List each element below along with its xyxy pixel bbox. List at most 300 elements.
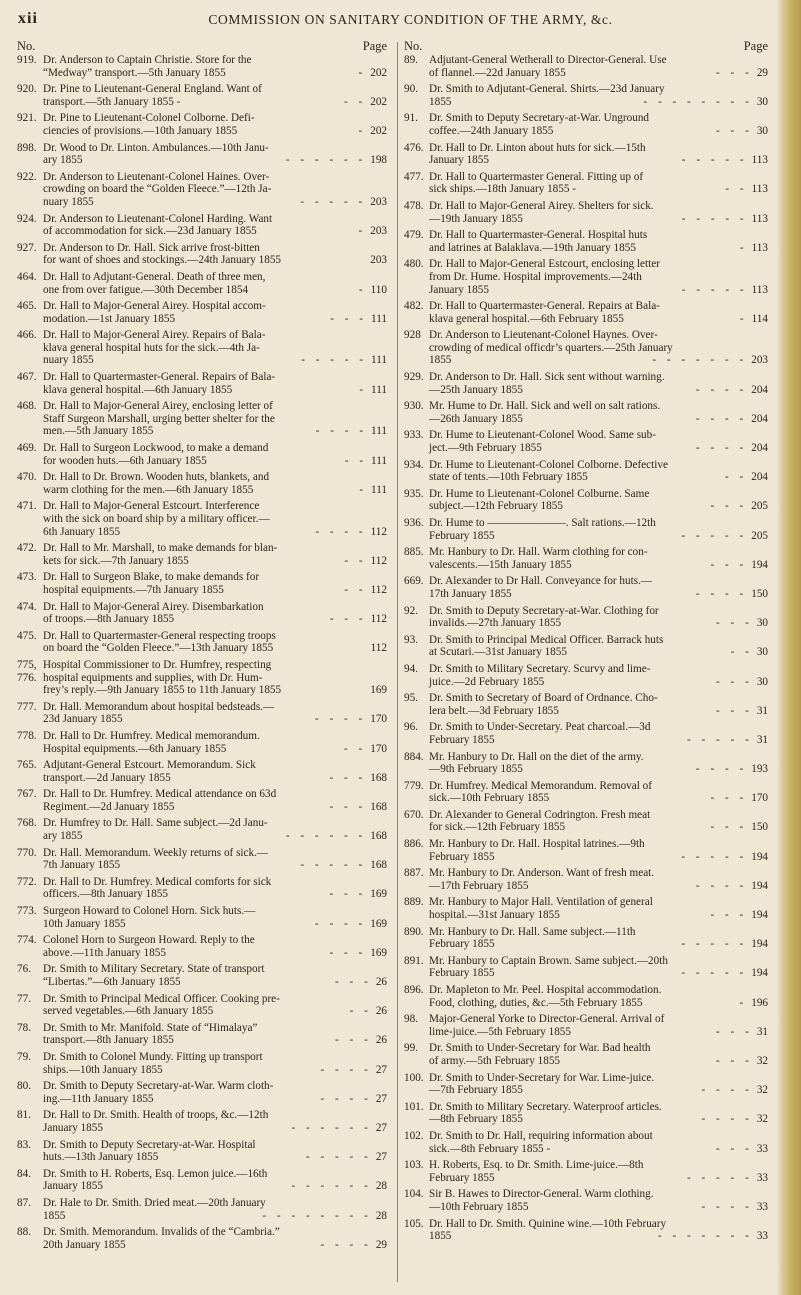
entry-number: 669.	[404, 575, 424, 588]
leader-dashes: - - - - - -	[285, 154, 367, 167]
index-entry	[17, 1080, 387, 1105]
leader-dashes: - - - - - -	[285, 830, 367, 843]
entry-number: 887.	[404, 867, 424, 880]
entry-description	[429, 429, 768, 454]
entry-line: February 1855	[429, 850, 495, 863]
entry-description	[43, 1197, 387, 1222]
entry-description	[429, 1130, 768, 1155]
entry-number: 464.	[17, 270, 37, 283]
index-entry	[17, 242, 387, 267]
entry-line: of accommodation for sick.—23d January 1855	[43, 225, 257, 238]
index-entry	[17, 1022, 387, 1047]
entry-line: January 1855	[43, 1180, 103, 1193]
entry-line: Dr. Smith to Dr. Hall, requiring information about	[429, 1129, 653, 1142]
index-entry	[17, 993, 387, 1018]
index-entry	[17, 1051, 387, 1076]
entry-last-line	[43, 313, 387, 326]
index-entry	[17, 54, 387, 79]
entry-last-line	[43, 613, 387, 626]
entry-description	[43, 963, 387, 988]
entry-line: Dr. Hall to Quartermaster General. Fitting up of	[429, 170, 644, 183]
entry-line: Dr. Anderson to Dr. Hall. Sick sent without warning.	[429, 371, 665, 384]
entry-description	[43, 934, 387, 959]
entry-number: 924.	[17, 212, 37, 225]
index-entry	[404, 488, 768, 513]
entry-page-number: 198	[370, 154, 387, 167]
entry-last-line	[43, 455, 387, 468]
entry-last-line	[429, 500, 768, 513]
entry-page-number: 28	[375, 1180, 387, 1193]
entry-description	[429, 721, 768, 746]
entry-last-line	[429, 67, 768, 80]
entry-line: from Dr. Hume. Hospital improvements.—24th	[429, 270, 642, 283]
entry-number: 468.	[17, 400, 37, 413]
entry-description	[429, 896, 768, 921]
entry-line: Mr. Hanbury to Dr. Hall on the diet of the army.	[429, 750, 644, 763]
index-entry	[17, 571, 387, 596]
entry-line: frey’s reply.—9th January 1855 to 11th January 1855	[43, 684, 282, 697]
entry-description	[43, 442, 387, 467]
entry-line: Dr. Anderson to Lieutenant-Colonel Haines. Over-	[43, 170, 270, 183]
index-entry	[404, 634, 768, 659]
right-column	[404, 38, 768, 1247]
index-entry	[17, 876, 387, 901]
index-entry	[404, 867, 768, 892]
leader-dashes: - - - -	[701, 1084, 753, 1097]
entry-number: 477.	[404, 170, 424, 183]
entry-page-number: 111	[371, 383, 387, 396]
entry-number: 79.	[17, 1050, 31, 1063]
entry-line: —25th January 1855	[429, 383, 523, 396]
index-entry	[17, 300, 387, 325]
entry-line: January 1855	[429, 154, 489, 167]
entry-number: 475.	[17, 629, 37, 642]
entry-line: Dr. Smith. Memorandum. Invalids of the “Cambria.”	[43, 1226, 280, 1239]
leader-dashes: - -	[730, 646, 753, 659]
entry-page-number: 150	[751, 821, 768, 834]
index-entry	[17, 271, 387, 296]
index-entry	[404, 926, 768, 951]
entry-line: Dr. Hall to Quartermaster-General respecting troops	[43, 629, 276, 642]
entry-line: Dr. Smith to Military Secretary. Waterproof articles.	[429, 1100, 662, 1113]
left-entry-list	[17, 54, 387, 1251]
entry-line: hospital.—31st January 1855	[429, 909, 560, 922]
entry-last-line	[429, 792, 768, 805]
entry-number: 96.	[404, 721, 418, 734]
entry-description	[43, 1051, 387, 1076]
leader-dashes: - - - -	[320, 1063, 372, 1076]
entry-line: Dr. Smith to Under-Secretary. Peat charcoal.—3d	[429, 721, 651, 734]
entry-last-line	[43, 484, 387, 497]
leader-dashes: - - - - - -	[291, 1121, 372, 1134]
index-entry	[404, 780, 768, 805]
entry-number: 775, 776.	[17, 658, 37, 684]
entry-line: one from over fatigue.—30th December 1854	[43, 283, 249, 296]
entry-page-number: 169	[370, 946, 387, 959]
entry-last-line	[43, 888, 387, 901]
index-entry	[17, 371, 387, 396]
entry-line: Dr. Smith to Deputy Secretary-at-War. Unground	[429, 112, 650, 125]
index-entry	[404, 142, 768, 167]
entry-line: Mr. Hanbury to Dr. Hall. Same subject.—11th	[429, 925, 636, 938]
entry-description	[43, 83, 387, 108]
entry-page-number: 168	[370, 830, 387, 843]
entry-description	[429, 329, 768, 367]
entry-page-number: 33	[756, 1200, 768, 1213]
entry-page-number: 170	[370, 742, 387, 755]
entry-line: Adjutant-General Estcourt. Memorandum. Sick	[43, 759, 256, 772]
entry-line: February 1855	[429, 938, 495, 951]
entry-last-line	[43, 1210, 387, 1223]
entry-description	[43, 993, 387, 1018]
leader-dashes: - - - - -	[681, 283, 748, 296]
entry-page-number: 31	[756, 704, 768, 717]
entry-description	[43, 730, 387, 755]
entry-number: 935.	[404, 487, 424, 500]
entry-line: transport.—5th January 1855 -	[43, 95, 181, 108]
entry-page-number: 150	[751, 587, 768, 600]
page-heading: Page	[743, 39, 768, 53]
entry-number: 896.	[404, 984, 424, 996]
entry-last-line	[429, 967, 768, 980]
entry-line: Dr. Smith to Military Secretary. Scurvy and lime-	[429, 662, 651, 675]
leader-dashes: - - -	[716, 1054, 753, 1067]
page-heading: Page	[362, 39, 387, 53]
entry-line: Dr. Smith to Mr. Manifold. State of “Himalaya”	[43, 1021, 258, 1034]
index-entry	[17, 1109, 387, 1134]
index-entry	[404, 329, 768, 367]
entry-description	[429, 142, 768, 167]
index-entry	[17, 542, 387, 567]
entry-page-number: 27	[375, 1092, 387, 1105]
leader-dashes: - - - - -	[305, 1151, 372, 1164]
entry-description	[43, 1080, 387, 1105]
entry-line: sick.—8th February 1855 -	[429, 1142, 551, 1155]
entry-line: —10th February 1855	[429, 1200, 529, 1213]
index-entry	[404, 1130, 768, 1155]
entry-last-line	[43, 526, 387, 539]
entry-number: 98.	[404, 1013, 418, 1026]
entry-number: 922.	[17, 170, 37, 183]
entry-page-number: 204	[751, 383, 768, 396]
entry-number: 898.	[17, 141, 37, 154]
index-entry	[404, 896, 768, 921]
entry-line: ciencies of provisions.—10th January 1855	[43, 124, 238, 137]
entry-line: crowding of medical officdr’s quarters.—25th January	[429, 341, 673, 354]
entry-line: —9th February 1855	[429, 763, 523, 776]
entry-last-line	[429, 676, 768, 689]
entry-number: 80.	[17, 1080, 31, 1093]
entry-page-number: 27	[375, 1121, 387, 1134]
entry-last-line	[429, 1201, 768, 1214]
entry-last-line	[43, 642, 387, 655]
entry-number: 476.	[404, 141, 424, 154]
entry-description	[43, 271, 387, 296]
leader-dashes: -	[739, 996, 748, 1009]
entry-last-line	[43, 830, 387, 843]
entry-line: Dr. Hall to Major-General Airey. Hospital accom-	[43, 300, 266, 313]
entry-line: Dr. Hall to Major-General Airey. Shelters for sick.	[429, 199, 654, 212]
entry-line: sick.—10th February 1855	[429, 792, 550, 805]
entry-number: 465.	[17, 300, 37, 313]
entry-line: Dr. Hall to Mr. Marshall, to make demands for blan-	[43, 542, 278, 555]
entry-description	[429, 1218, 768, 1243]
entry-line: for sick.—12th February 1855	[429, 821, 566, 834]
entry-description	[43, 1168, 387, 1193]
entry-description	[43, 1226, 387, 1251]
entry-last-line	[43, 196, 387, 209]
entry-number: 779.	[404, 779, 424, 792]
entry-description	[429, 54, 768, 79]
entry-number: 103.	[404, 1159, 424, 1172]
entry-description	[43, 400, 387, 438]
entry-number: 773.	[17, 905, 37, 918]
entry-line: officers.—8th January 1855	[43, 888, 169, 901]
leader-dashes: - - - - -	[681, 212, 748, 225]
entry-description	[43, 571, 387, 596]
entry-line: Dr. Alexander to General Codrington. Fresh meat	[429, 808, 651, 821]
entry-line: state of tents.—10th February 1855	[429, 471, 588, 484]
leader-dashes: -	[358, 66, 367, 79]
leader-dashes: - - - -	[701, 1113, 753, 1126]
entry-description	[429, 780, 768, 805]
entry-description	[429, 371, 768, 396]
entry-line: Dr. Hall to Dr. Smith. Quinine wine.—10th February	[429, 1217, 667, 1230]
entry-last-line	[429, 96, 768, 109]
entry-number: 936.	[404, 517, 424, 529]
entry-last-line	[43, 1180, 387, 1193]
entry-number: 104.	[404, 1188, 424, 1201]
index-entry	[404, 1159, 768, 1184]
leader-dashes: - - -	[716, 704, 753, 717]
index-entry	[17, 847, 387, 872]
entry-description	[429, 229, 768, 254]
entry-last-line	[429, 1084, 768, 1097]
entry-last-line	[429, 183, 768, 196]
entry-line: ary 1855	[43, 830, 83, 843]
entry-line: on board the “Golden Fleece.”—13th January 1855	[43, 642, 274, 655]
leader-dashes: - - - -	[314, 713, 367, 726]
entry-line: of troops.—8th January 1855	[43, 613, 175, 626]
index-entry	[17, 630, 387, 655]
entry-page-number: 110	[370, 283, 387, 296]
entry-number: 770.	[17, 846, 37, 859]
entry-description	[429, 751, 768, 776]
leader-dashes: - -	[349, 1005, 372, 1018]
entry-number: 927.	[17, 241, 37, 254]
index-entry	[17, 500, 387, 538]
entry-description	[43, 542, 387, 567]
entry-line: —7th February 1855	[429, 1084, 523, 1097]
entry-number: 78.	[17, 1021, 31, 1034]
entry-page-number: 194	[751, 879, 768, 892]
leader-dashes: - -	[344, 554, 367, 567]
entry-description	[43, 500, 387, 538]
entry-description	[43, 1109, 387, 1134]
entry-last-line	[429, 588, 768, 601]
entry-last-line	[429, 880, 768, 893]
entry-page-number: 194	[751, 909, 768, 922]
index-entry	[404, 1013, 768, 1038]
leader-dashes: - - - -	[320, 1238, 372, 1251]
entry-number: 95.	[404, 692, 418, 705]
entry-line: Dr. Hall to Dr. Linton about huts for sick.—15th	[429, 141, 646, 154]
entry-last-line	[43, 354, 387, 367]
entry-description	[43, 371, 387, 396]
entry-last-line	[429, 530, 768, 543]
index-entry	[17, 213, 387, 238]
entry-line: Dr. Hall. Memorandum. Weekly returns of sick.—	[43, 846, 269, 859]
entry-description	[43, 171, 387, 209]
entry-line: Dr. Pine to Lieutenant-Colonel Colborne. Defi-	[43, 112, 255, 125]
entry-page-number: 33	[756, 1142, 768, 1155]
entry-description	[429, 1042, 768, 1067]
leader-dashes: - -	[725, 183, 748, 196]
entry-description	[429, 517, 768, 542]
entry-line: Hospital equipments.—6th January 1855	[43, 742, 227, 755]
entry-number: 921.	[17, 112, 37, 125]
entry-line: January 1855	[429, 283, 489, 296]
entry-line: —17th February 1855	[429, 879, 529, 892]
entry-page-number: 194	[751, 967, 768, 980]
index-entry	[404, 984, 768, 1009]
entry-line: Food, clothing, duties, &c.—5th February 1855	[429, 996, 643, 1009]
entry-line: juice.—2d February 1855	[429, 675, 545, 688]
entry-line: men.—5th January 1855	[43, 425, 154, 438]
leader-dashes: - - -	[335, 1034, 372, 1047]
entry-last-line	[429, 1230, 768, 1243]
entry-line: Dr. Smith to Deputy Secretary-at-War. Warm cloth-	[43, 1080, 274, 1093]
entry-line: Dr. Mapleton to Mr. Peel. Hospital accommodation.	[429, 984, 662, 996]
entry-page-number: 203	[370, 225, 387, 238]
entry-last-line	[43, 225, 387, 238]
leader-dashes: - -	[344, 583, 367, 596]
entry-last-line	[429, 384, 768, 397]
entry-line: klava general hospital.—6th January 1855	[43, 383, 233, 396]
entry-page-number: 30	[756, 95, 768, 108]
entry-line: Dr. Smith to Principal Medical Officer. Barrack huts	[429, 633, 664, 646]
entry-last-line	[43, 947, 387, 960]
leader-dashes: - -	[343, 95, 367, 108]
entry-line: with the sick on board ship by a military officer.—	[43, 513, 270, 525]
entry-line: Dr. Smith to Deputy Secretary-at-War. Clothing for	[429, 604, 659, 617]
index-entry	[404, 605, 768, 630]
index-entry	[17, 730, 387, 755]
entry-description	[43, 630, 387, 655]
leader-dashes: - - - - - - -	[657, 1230, 753, 1243]
leader-dashes: - -	[344, 454, 368, 467]
index-entry	[17, 963, 387, 988]
index-entry	[404, 1042, 768, 1067]
entry-description	[429, 984, 768, 1009]
leader-dashes: -	[358, 124, 367, 137]
leader-dashes: - - -	[329, 800, 367, 813]
entry-line: lera belt.—3d February 1855	[429, 704, 559, 717]
entry-line: Dr. Hume to ———————. Salt rations.—12th	[429, 517, 656, 529]
entry-line: Mr. Hanbury to Dr. Hall. Warm clothing for con-	[429, 546, 648, 559]
entry-description	[429, 258, 768, 296]
entry-description	[429, 838, 768, 863]
entry-line: at Scutari.—31st January 1855	[429, 646, 567, 659]
entry-number: 466.	[17, 329, 37, 342]
entry-last-line	[43, 772, 387, 785]
entry-description	[429, 171, 768, 196]
leader-dashes: - - - -	[695, 412, 748, 425]
entry-number: 930.	[404, 400, 424, 413]
entry-description	[43, 701, 387, 726]
entry-line: Mr. Hanbury to Major Hall. Ventilation of general	[429, 896, 653, 909]
entry-line: Mr. Hanbury to Captain Brown. Same subject.—20th	[429, 954, 668, 967]
entry-line: nuary 1855	[43, 354, 94, 367]
leader-dashes: - - - -	[315, 425, 368, 438]
leader-dashes: - - -	[330, 312, 368, 325]
entry-page-number: 32	[756, 1054, 768, 1067]
entry-last-line	[429, 821, 768, 834]
entry-last-line	[429, 154, 768, 167]
leader-dashes: - - -	[329, 613, 367, 626]
entry-number: 81.	[17, 1109, 31, 1122]
entry-last-line	[429, 909, 768, 922]
index-entry	[404, 229, 768, 254]
entry-description	[429, 1159, 768, 1184]
entry-line: klava general hospital.—6th February 1855	[429, 312, 624, 325]
entry-description	[429, 867, 768, 892]
leader-dashes: - -	[343, 742, 367, 755]
entry-line: coffee.—24th January 1855	[429, 124, 554, 137]
entry-line: and latrines at Balaklava.—19th January 1855	[429, 241, 636, 254]
entry-page-number: 202	[370, 66, 387, 79]
entry-last-line	[429, 734, 768, 747]
leader-dashes: -	[739, 312, 748, 325]
entry-line: Dr. Hall to Dr. Smith. Health of troops, &c.—12th	[43, 1109, 269, 1122]
entry-page-number: 111	[371, 425, 387, 438]
entry-last-line	[43, 125, 387, 138]
right-column-header	[404, 38, 768, 54]
entry-description	[429, 955, 768, 980]
index-entry	[17, 1168, 387, 1193]
entry-line: Dr. Smith to Secretary of Board of Ordnance. Cho-	[429, 692, 658, 705]
entry-line: Dr. Hume to Lieutenant-Colonel Wood. Same sub-	[429, 429, 656, 442]
entry-line: hospital equipments and supplies, with Dr. Hum-	[43, 671, 263, 684]
entry-last-line	[43, 1239, 387, 1252]
entry-line: sick ships.—18th January 1855 -	[429, 183, 576, 196]
entry-last-line	[43, 1034, 387, 1047]
entry-page-number: 204	[751, 471, 768, 484]
entry-last-line	[43, 684, 387, 697]
entry-line: Dr. Humfrey. Medical Memorandum. Removal of	[429, 779, 652, 792]
entry-page-number: 29	[756, 66, 768, 79]
entry-line: Dr. Hall to Dr. Humfrey. Medical comforts for sick	[43, 875, 272, 888]
entry-description	[429, 459, 768, 484]
entry-description	[43, 788, 387, 813]
entry-number: 482.	[404, 300, 424, 313]
entry-page-number: 113	[751, 283, 768, 296]
leader-dashes: -	[359, 383, 368, 396]
index-entry	[17, 788, 387, 813]
entry-number: 100.	[404, 1071, 424, 1084]
entry-page-number: 30	[756, 646, 768, 659]
entry-number: 76.	[17, 963, 31, 976]
entry-description	[429, 546, 768, 571]
entry-line: Dr. Hall to Surgeon Lockwood, to make a demand	[43, 442, 269, 455]
index-entry	[17, 817, 387, 842]
index-entry	[404, 546, 768, 571]
index-entry	[404, 171, 768, 196]
leader-dashes: - - -	[329, 771, 367, 784]
entry-line: Dr. Humfrey to Dr. Hall. Same subject.—2d Janu-	[43, 817, 268, 830]
entry-line: 1855	[43, 1209, 66, 1222]
index-entry	[404, 663, 768, 688]
